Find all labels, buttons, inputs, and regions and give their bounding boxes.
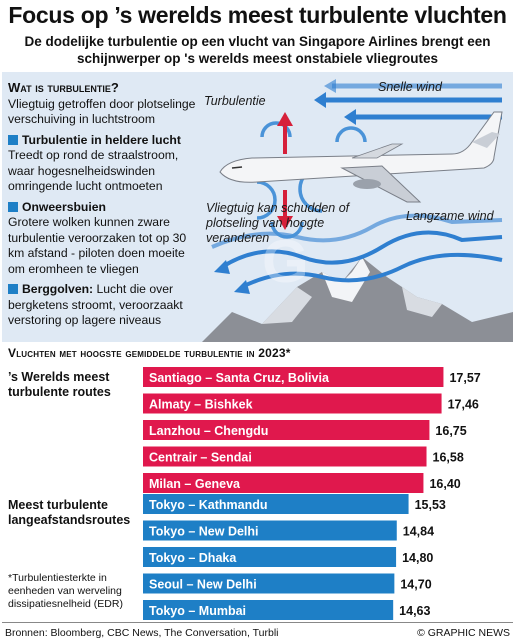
bar-value-label: 16,58 [432,450,464,465]
bar-value-label: 17,46 [447,397,479,412]
label-turbulence: Turbulentie [204,94,266,108]
item-title-storms: Onweersbuien [22,199,106,214]
bar-category-label: Tokyo – Dhaka [149,551,237,565]
item-text-clear-air: Treedt op rond de straalstroom, waar hogesnelheidswinden omringende lucht ontmoeten [8,148,179,193]
footer-sources: Bronnen: Bloomberg, CBC News, The Conversation, Turbli [5,627,279,639]
item-title-mountain-waves: Berggolven: [22,282,94,296]
bar-category-label: Tokyo – New Delhi [149,524,259,539]
bar-category-label: Milan – Geneva [149,477,241,491]
page-title: Focus op ’s werelds meest turbulente vluchten [8,2,507,28]
item-text-storms: Grotere wolken kunnen zware turbulentie veroorzaken tot op 30 km afstand - piloten doen moeite om eromheen te vliegen [8,215,187,276]
chart-footnote: *Turbulentiesterkte in eenheden van werveling dissipatiesnelheid (EDR) [8,572,123,610]
bar-value-label: 14,63 [399,604,431,618]
bar-category-label: Centrair – Sendai [149,450,252,465]
bar-value-label: 16,40 [429,477,461,491]
chart-heading: Vluchten met hoogste gemiddelde turbulentie in 2023* [8,346,291,360]
bar-value-label: 14,84 [402,524,435,539]
bar-category-label: Tokyo – Mumbai [149,604,247,618]
bar-category-label: Santiago – Santa Cruz, Bolivia [149,371,329,385]
item-title-clear-air: Turbulentie in heldere lucht [22,132,181,147]
bar-category-label: Almaty – Bishkek [149,397,253,412]
bar-value-label: 17,57 [449,371,481,385]
footer-credit: © GRAPHIC NEWS [417,627,510,639]
label-slow-wind: Langzame wind [406,209,494,223]
bar-value-label: 15,53 [414,498,446,512]
bar-value-label: 14,80 [402,551,434,565]
svg-text:G: G [262,228,309,295]
page-subtitle: De dodelijke turbulentie op een vlucht van Singapore Airlines brengt een schijnwerper op 's werelds meest onstabiele vliegroutes [24,34,491,66]
bar-value-label: 16,75 [435,424,467,438]
bar-category-label: Lanzhou – Chengdu [149,424,269,438]
item-text-mountain-waves: Lucht die over bergketens stroomt, veroorzaakt verstoring op lagere niveaus [8,282,183,327]
footer-divider [2,622,513,623]
explainer-heading: Wat is turbulentie? [8,80,119,95]
bar-value-label: 14,70 [400,577,432,592]
bar-category-label: Seoul – New Delhi [149,577,257,592]
label-fast-wind: Snelle wind [378,80,442,94]
group-label-most-turbulent: ’s Werelds meest turbulente routes [8,370,111,399]
group-label-long-haul: Meest turbulente langeafstandsroutes [8,498,131,527]
explainer-intro: Vliegtuig getroffen door plotselinge verschuiving in luchtstroom [8,96,196,126]
label-plane-effect: Vliegtuig kan schudden of plotseling van hoogte veranderen [206,201,350,245]
bar-category-label: Tokyo – Kathmandu [149,498,268,512]
